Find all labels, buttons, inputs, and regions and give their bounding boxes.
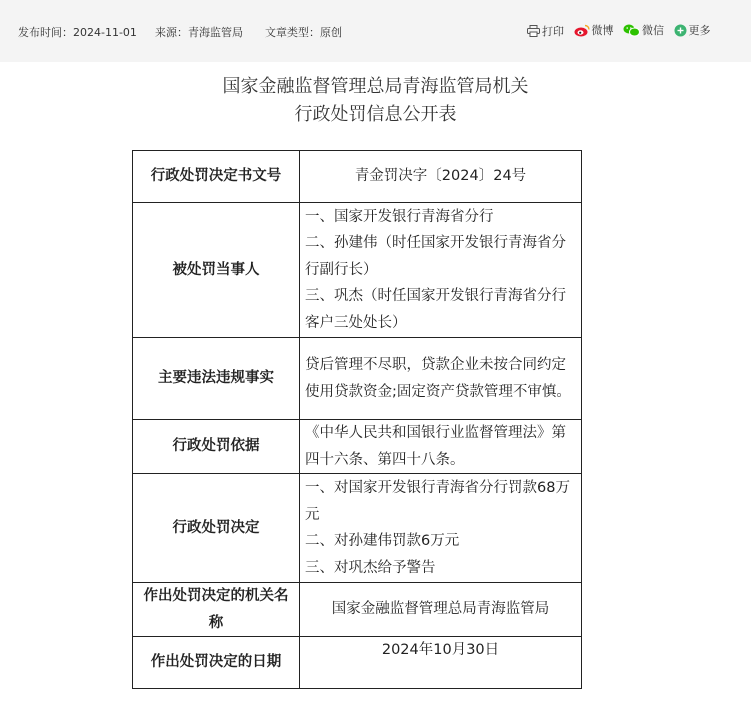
row-value: [300, 203, 582, 338]
document-title-line2: 行政处罚信息公开表: [294, 104, 457, 125]
publish-date-label: 发布时间：: [18, 26, 73, 39]
more-share-button[interactable]: [674, 22, 711, 38]
publish-date: [18, 24, 137, 40]
row-label: 行政处罚决定书文号: [133, 151, 300, 203]
row-value-line: 二、孙建伟（时任国家开发银行青海省分行副行长）: [305, 235, 566, 278]
wechat-icon: [623, 24, 640, 37]
type-label: 文章类型：: [265, 26, 320, 39]
row-value-line: 三、巩杰（时任国家开发银行青海省分行客户三处处长）: [305, 288, 566, 331]
table-row-violation-facts: [133, 338, 582, 420]
row-value: [300, 420, 582, 474]
row-label: 行政处罚依据: [133, 420, 300, 474]
source-value: 青海监管局: [188, 26, 243, 39]
row-value: [300, 151, 582, 203]
table-row-legal-basis: [133, 420, 582, 474]
plus-circle-icon: [674, 24, 687, 37]
row-label: 作出处罚决定的机关名称: [133, 583, 300, 637]
wechat-label: 微信: [642, 24, 664, 37]
weibo-icon: [574, 24, 590, 37]
row-value: [300, 637, 582, 689]
table-row-penalty-decision: [133, 474, 582, 583]
more-label: 更多: [688, 24, 711, 37]
table-row-decision-date: [133, 637, 582, 689]
penalty-info-table: [132, 150, 582, 689]
row-label: 作出处罚决定的日期: [133, 637, 300, 689]
row-value-line: 青金罚决字〔2024〕24号: [354, 168, 527, 185]
article-meta-bar: [0, 0, 751, 62]
row-value-line: 二、对孙建伟罚款6万元: [305, 533, 460, 549]
row-value-line: 《中华人民共和国银行业监督管理法》第四十六条、第四十八条。: [305, 425, 566, 468]
weibo-label: 微博: [591, 24, 614, 37]
weibo-share-button[interactable]: [574, 22, 614, 38]
row-value-line: 三、对巩杰给予警告: [305, 559, 436, 576]
row-value-line: 一、对国家开发银行青海省分行罚款68万元: [305, 480, 570, 523]
publish-date-value: 2024-11-01: [73, 26, 137, 39]
article-type: [265, 24, 342, 40]
table-row-decision-number: [133, 151, 582, 203]
row-label: 主要违法违规事实: [133, 338, 300, 420]
row-value-line: 一、国家开发银行青海省分行: [305, 208, 494, 225]
print-label: 打印: [542, 24, 564, 38]
row-value-line: 2024年10月30日: [381, 642, 500, 658]
row-label: 被处罚当事人: [133, 203, 300, 338]
wechat-share-button[interactable]: [623, 22, 664, 38]
row-value: [300, 583, 582, 637]
row-value: [300, 474, 582, 583]
row-value-line: 国家金融监督管理总局青海监管局: [331, 601, 550, 618]
type-value: 原创: [320, 26, 342, 39]
table-row-penalized-party: [133, 203, 582, 338]
row-value: [300, 338, 582, 420]
row-value-line: 贷后管理不尽职，贷款企业未按合同约定使用贷款资金;固定资产贷款管理不审慎。: [305, 357, 571, 400]
share-toolbar: [527, 22, 717, 40]
table-row-issuing-authority: [133, 583, 582, 637]
print-button[interactable]: [527, 23, 564, 39]
printer-icon: [527, 25, 540, 37]
row-label: 行政处罚决定: [133, 474, 300, 583]
article-source: [155, 24, 243, 40]
document-title-line1: 国家金融监督管理总局青海监管局机关: [222, 76, 529, 97]
source-label: 来源：: [155, 26, 188, 39]
